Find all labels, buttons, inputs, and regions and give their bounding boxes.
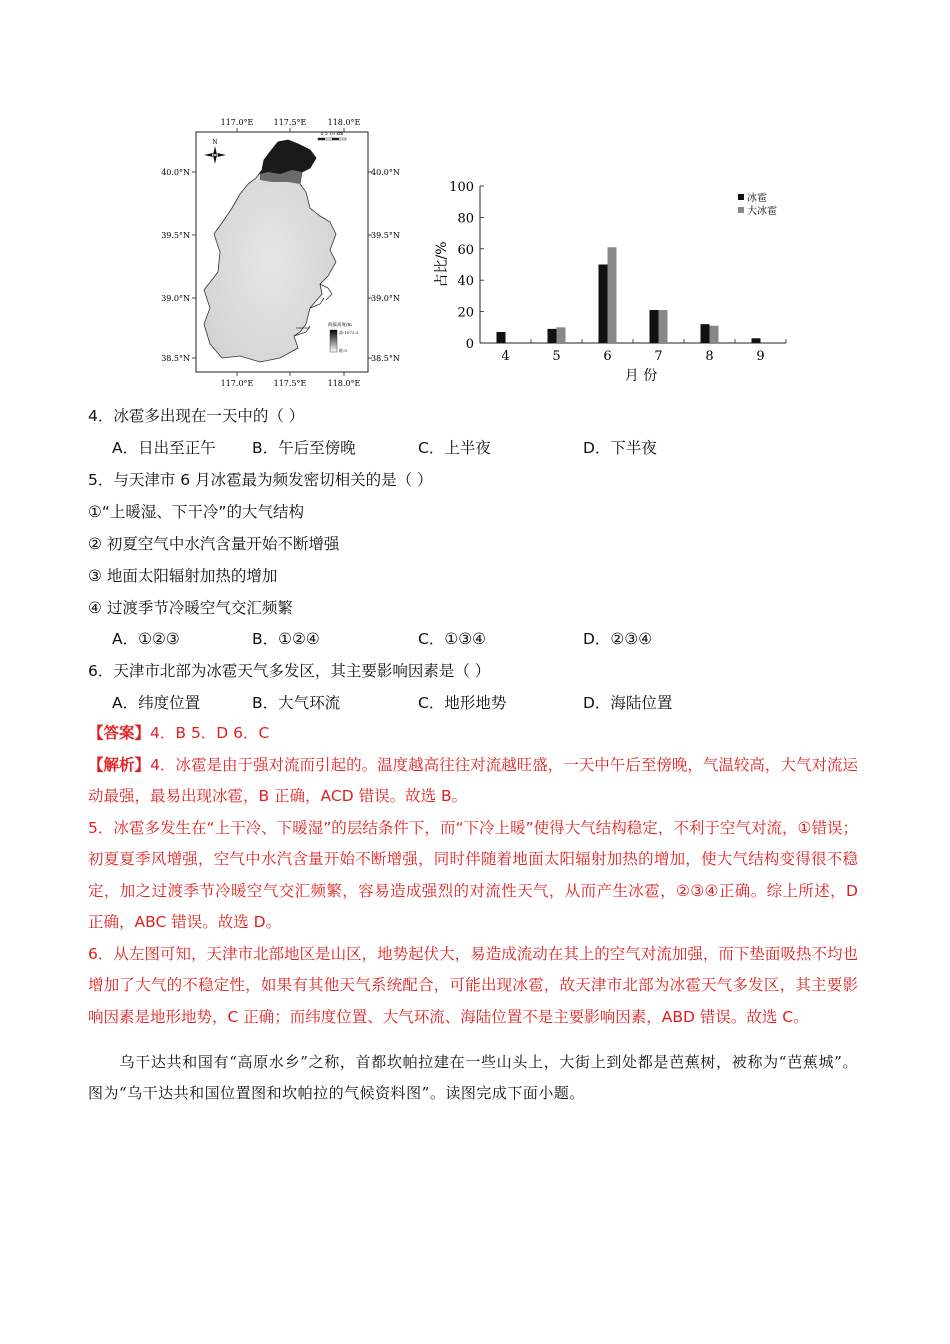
x-tick-label: 6: [603, 349, 612, 364]
legend-label: 冰雹: [747, 193, 767, 204]
q5-item-3: ③ 地面太阳辐射加热的增加: [88, 567, 278, 585]
lon-label-top: 117.0°E: [220, 118, 254, 127]
lat-label-right: 38.5°N: [371, 354, 400, 363]
bar-hail-month-9: [752, 338, 761, 343]
y-tick-label: 20: [457, 305, 474, 321]
scale-bar: [318, 131, 346, 140]
bar-hail-month-7: [650, 310, 659, 343]
lon-label-bottom: 118.0°E: [327, 379, 361, 388]
lon-label-top: 117.5°E: [273, 118, 307, 127]
x-tick-label: 8: [705, 349, 714, 364]
bar-hail-month-8: [701, 324, 710, 343]
y-tick-label: 80: [457, 211, 474, 227]
bar-large-hail-month-5: [557, 327, 566, 343]
lat-label-left: 40.0°N: [161, 168, 190, 177]
y-tick-label: 60: [457, 242, 474, 258]
legend-swatch: [738, 194, 744, 200]
lon-label-top: 118.0°E: [327, 118, 361, 127]
analysis-5: 5．冰雹多发生在“上干冷、下暖湿”的层结条件下，而“下冷上暖”使得大气结构稳定，不利于空气对流，①错误；初夏夏季风增强，空气中水汽含量开始不断增强，同时伴随着地面太阳辐射加热的增加，使大气结构变得很不稳定，加之过渡季节冷暖空气交汇频繁，容易造成强烈的对流性天气，从而产生冰雹，②③④正确。综上所述，D 正确，ABC 错误。故选 D。: [88, 818, 858, 931]
q6-stem: 6．天津市北部为冰雹天气多发区，其主要影响因素是（ ）: [88, 662, 491, 680]
lat-label-right: 39.5°N: [371, 231, 400, 240]
legend-swatch: [738, 207, 744, 213]
q4-option-d[interactable]: D．下半夜: [583, 439, 657, 457]
svg-text:低:0: 低:0: [339, 348, 347, 353]
answer-line: [88, 718, 858, 750]
answer-text: 4．B 5．D 6．C: [150, 724, 270, 742]
q4-option-b[interactable]: B．午后至傍晚: [252, 439, 356, 457]
tianjin-elevation-map: [160, 112, 400, 394]
analysis-6: 6．从左图可知，天津市北部地区是山区，地势起伏大，易造成流动在其上的空气对流加强，而下垫面吸热不均也增加了大气的不稳定性，如果有其他天气系统配合，可能出现冰雹，故天津市北部为冰雹天气多发区，其主要影响因素是地形地势，C 正确；而纬度位置、大气环流、海陆位置不是主要影响因素，ABD 错误。故选 C。: [88, 944, 858, 1026]
answer-label: 【答案】: [88, 724, 151, 742]
bar-hail-month-6: [599, 265, 608, 344]
x-tick-label: 7: [654, 349, 663, 364]
analysis-label: 【解析】: [88, 755, 151, 774]
bar-large-hail-month-7: [659, 310, 668, 343]
x-tick-label: 4: [501, 349, 510, 364]
q4-option-a[interactable]: A．日出至正午: [112, 439, 216, 457]
y-tick-label: 100: [449, 180, 474, 195]
y-tick-label: 40: [457, 274, 474, 290]
svg-text:0 5 10 km: 0 5 10 km: [320, 132, 344, 137]
bar-large-hail-month-8: [710, 326, 719, 343]
lat-label-left: 39.0°N: [161, 294, 190, 303]
q6-option-a[interactable]: A．纬度位置: [112, 694, 201, 712]
y-axis-label: 占比/%: [434, 241, 450, 288]
x-tick-label: 5: [552, 349, 561, 364]
q5-option-a[interactable]: A．①②③: [112, 630, 180, 648]
lon-label-bottom: 117.0°E: [220, 379, 254, 388]
svg-text:N: N: [212, 139, 218, 146]
lat-label-left: 38.5°N: [161, 354, 190, 363]
q5-stem: 5．与天津市 6 月冰雹最为频发密切相关的是（ ）: [88, 471, 433, 489]
q5-option-c[interactable]: C．①③④: [418, 630, 487, 648]
next-passage-intro: 乌干达共和国有“高原水乡”之称，首都坎帕拉建在一些山头上，大街上到处都是芭蕉树，被称为“芭蕉城”。图为“乌干达共和国位置图和坎帕拉的气候资料图”。读图完成下面小题。: [88, 1053, 858, 1102]
answer-analysis: [88, 718, 858, 1033]
svg-text:高:1073.3: 高:1073.3: [339, 330, 359, 335]
bar-large-hail-month-6: [608, 247, 617, 343]
lon-label-bottom: 117.5°E: [273, 379, 307, 388]
legend-label: 大冰雹: [747, 206, 777, 217]
q5-item-4: ④ 过渡季节冷暖空气交汇频繁: [88, 599, 293, 617]
q6-option-b[interactable]: B．大气环流: [252, 694, 341, 712]
q5-option-b[interactable]: B．①②④: [252, 630, 320, 648]
q6-option-d[interactable]: D．海陆位置: [583, 694, 673, 712]
q6-option-c[interactable]: C．地形地势: [418, 694, 507, 712]
x-axis-label: 月 份: [624, 368, 658, 384]
x-tick-label: 9: [756, 349, 765, 364]
q5-option-d[interactable]: D．②③④: [583, 630, 653, 648]
q4-stem: 4．冰雹多出现在一天中的（ ）: [88, 407, 305, 425]
q4-option-c[interactable]: C．上半夜: [418, 439, 491, 457]
analysis-4: 【解析】4．冰雹是由于强对流而引起的。温度越高往往对流越旺盛，一天中午后至傍晚，气温较高，大气对流运动最强，最易出现冰雹，B 正确，ACD 错误。故选 B。: [88, 755, 858, 805]
q5-item-2: ② 初夏空气中水汽含量开始不断增强: [88, 535, 340, 553]
lat-label-left: 39.5°N: [161, 231, 190, 240]
y-tick-label: 0: [465, 337, 474, 352]
svg-text:海拔高度/m: 海拔高度/m: [328, 323, 352, 328]
bar-hail-month-4: [497, 332, 506, 343]
q5-item-1: ①“上暖湿、下干冷”的大气结构: [88, 503, 304, 521]
lat-label-right: 40.0°N: [371, 168, 400, 177]
bar-hail-month-5: [548, 329, 557, 343]
lat-label-right: 39.0°N: [371, 294, 400, 303]
hail-monthly-bar-chart: [428, 176, 798, 386]
